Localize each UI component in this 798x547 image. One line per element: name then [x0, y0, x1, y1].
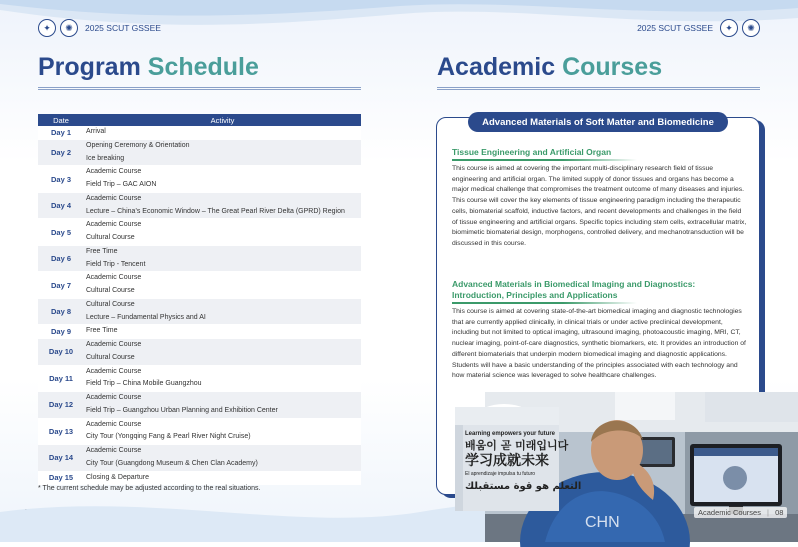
school-seal-icon: ✺: [742, 19, 760, 37]
schedule-activity: Academic Course: [86, 168, 142, 176]
schedule-activity: Academic Course: [86, 367, 142, 375]
schedule-activities: [84, 219, 361, 245]
page-title-left: [38, 53, 259, 82]
course-title-imaging: Advanced Materials in Biomedical Imaging and Diagnostics: Introduction, Principles and Applications: [452, 279, 696, 300]
schedule-row: [38, 325, 361, 339]
schedule-day: Day 10: [48, 347, 74, 357]
header-left: [38, 19, 164, 37]
schedule-activities: [84, 166, 361, 192]
school-seal-icon: ✺: [60, 19, 78, 37]
schedule-day: Day 6: [50, 254, 71, 263]
schedule-activity: Lecture – Fundamental Physics and AI: [86, 313, 206, 321]
schedule-activity: Free Time: [86, 247, 118, 255]
course-title-tissue: Tissue Engineering and Artificial Organ: [452, 147, 612, 157]
schedule-activities: [84, 272, 361, 298]
schedule-activity: Academic Course: [86, 274, 142, 282]
schedule-day: Day 3: [50, 174, 71, 184]
learning-sign-illustration: [455, 407, 582, 511]
course-card-tab: Advanced Materials of Soft Matter and Biomedicine: [468, 112, 728, 132]
title-right-part1: Academic: [437, 53, 556, 81]
schedule-activity: Academic Course: [86, 447, 142, 454]
schedule-activities: [84, 246, 361, 272]
schedule-activity: City Tour (Yongqing Fang & Pearl River Night Cruise): [86, 433, 251, 441]
schedule-row: [38, 166, 361, 193]
learning-sign-photo: [452, 404, 582, 508]
footer-right-label: Academic Courses: [698, 508, 761, 517]
footer-right-page: 08: [775, 508, 784, 517]
schedule-activity: Field Trip – Guangzhou Urban Planning and Exhibition Center: [86, 406, 278, 414]
schedule-day: Day 12: [48, 400, 74, 410]
schedule-activities: [84, 126, 361, 139]
schedule-table-header: [38, 114, 361, 126]
schedule-activity: Academic Course: [86, 194, 142, 202]
title-left-part1: Program: [38, 53, 141, 81]
schedule-activity: Ice breaking: [86, 154, 125, 162]
schedule-row: [38, 339, 361, 366]
schedule-day: Day 5: [50, 227, 71, 237]
title-left-part2: Schedule: [147, 53, 259, 81]
schedule-activity: Field Trip – China Mobile Guangzhou: [86, 380, 202, 388]
schedule-row: [38, 272, 361, 299]
schedule-row: [38, 126, 361, 140]
schedule-row: [38, 193, 361, 220]
schedule-day: Day 9: [50, 327, 71, 337]
schedule-activities: [84, 339, 361, 365]
schedule-activities: [84, 193, 361, 219]
university-seal-icon: ✦: [38, 19, 56, 37]
sign-line-1: Learning empowers your future: [465, 431, 556, 437]
schedule-row: [38, 392, 361, 419]
university-seal-icon: ✦: [720, 19, 738, 37]
schedule-activity: Academic Course: [86, 420, 142, 428]
schedule-activities: [84, 325, 361, 338]
schedule-day: Day 15: [48, 473, 74, 483]
schedule-day: Day 8: [50, 307, 71, 316]
course-title-underline: [452, 159, 637, 161]
header-right: [634, 19, 760, 37]
sign-line-3: 学习成就未来: [465, 453, 549, 469]
schedule-activity: Lecture – China’s Economic Window – The Great Pearl River Delta (GPRD) Region: [86, 207, 345, 215]
sign-line-4: El aprendizaje impulsa tu futuro: [465, 471, 536, 477]
title-rule-right: [437, 87, 760, 90]
schedule-activities: [84, 392, 361, 418]
schedule-activity: Cultural Course: [86, 353, 135, 361]
schedule-day: Day 4: [50, 201, 71, 210]
schedule-day: Day 13: [48, 426, 74, 436]
footer-right: Academic Courses | 08: [694, 507, 787, 518]
schedule-activities: [84, 366, 361, 392]
schedule-activity: Academic Course: [86, 394, 142, 401]
schedule-activity: Academic Course: [86, 341, 142, 348]
schedule-activity: Field Trip - Tencent: [86, 260, 146, 268]
schedule-note: * The current schedule may be adjusted according to the real situations.: [38, 485, 261, 492]
sign-line-2: 배움이 곧 미래입니다: [465, 439, 569, 452]
schedule-activity: Opening Ceremony & Orientation: [86, 141, 190, 149]
schedule-activity: Field Trip – GAC AION: [86, 181, 157, 188]
course-title-underline: [452, 302, 637, 304]
schedule-activity: Free Time: [86, 327, 118, 335]
course-body-tissue: This course is aimed at covering the important multi-disciplinary research field of tissue engineering and artificial organ. The limited supply of donor tissues and organs has become a major medical challenge that compromises the treatment outcome of many diseases and injuries. This course will cover the key elements of tissue engineering paradigm including the therapeutic cells, biomaterial scaffold, inductive factors, and recent developments and challenges in the field of tissue engineering and artificial organs. Specific topics including stem cells, extracellular matrix, biomimetic biomaterial design, morphogens, controlled delivery, and mechanotransduction will be discussed in this course.: [452, 165, 747, 247]
svg-text:CHN: CHN: [585, 514, 620, 531]
schedule-activity: Cultural Course: [86, 300, 135, 308]
schedule-activity: Cultural Course: [86, 234, 135, 241]
schedule-row: [38, 299, 361, 326]
schedule-row: [38, 140, 361, 167]
schedule-day: Day 14: [48, 453, 74, 463]
schedule-row: [38, 246, 361, 273]
schedule-activities: [84, 140, 361, 166]
schedule-activity: Closing & Departure: [86, 473, 150, 481]
header-left-text: 2025 SCUT GSSEE: [85, 23, 161, 33]
course-body-imaging: This course is aimed at covering state-of-the-art biomedical imaging and diagnostic technologies that are currently applied clinically, in clinical trials or under active preclinical development, including but not limited to optical imaging, ultrasound imaging, photoacoustic imaging, MRI, CT, nuclear imaging, point-of-care diagnostics, synthetic biomarkers, etc. It provides an introduction of different biomaterials that underpin modern biomedical imaging and diagnostic applications. Students will have a basic understanding of the principles associated with each technology and how material science was leveraged to solve healthcare challenges.: [452, 308, 746, 380]
schedule-activity: City Tour (Guangdong Museum & Chen Clan Academy): [86, 459, 258, 467]
header-activity: Activity: [210, 115, 235, 125]
sign-line-5: التعلم هو قوة مستقبلك: [465, 481, 582, 492]
schedule-row: [38, 366, 361, 393]
schedule-day: Day 1: [50, 127, 71, 137]
title-rule-left: [38, 87, 361, 90]
schedule-activity: Arrival: [86, 128, 106, 135]
schedule-day: Day 7: [50, 280, 71, 290]
schedule-day: Day 2: [50, 148, 71, 157]
schedule-row: [38, 219, 361, 246]
header-right-text: 2025 SCUT GSSEE: [637, 23, 713, 33]
schedule-day: Day 11: [49, 373, 73, 383]
schedule-activity: Academic Course: [86, 221, 142, 229]
title-right-part2: Courses: [562, 53, 663, 81]
schedule-activity: Cultural Course: [86, 287, 135, 294]
header-date: Date: [53, 115, 69, 125]
schedule-activities: [84, 299, 361, 325]
page-title-right: [437, 53, 662, 82]
